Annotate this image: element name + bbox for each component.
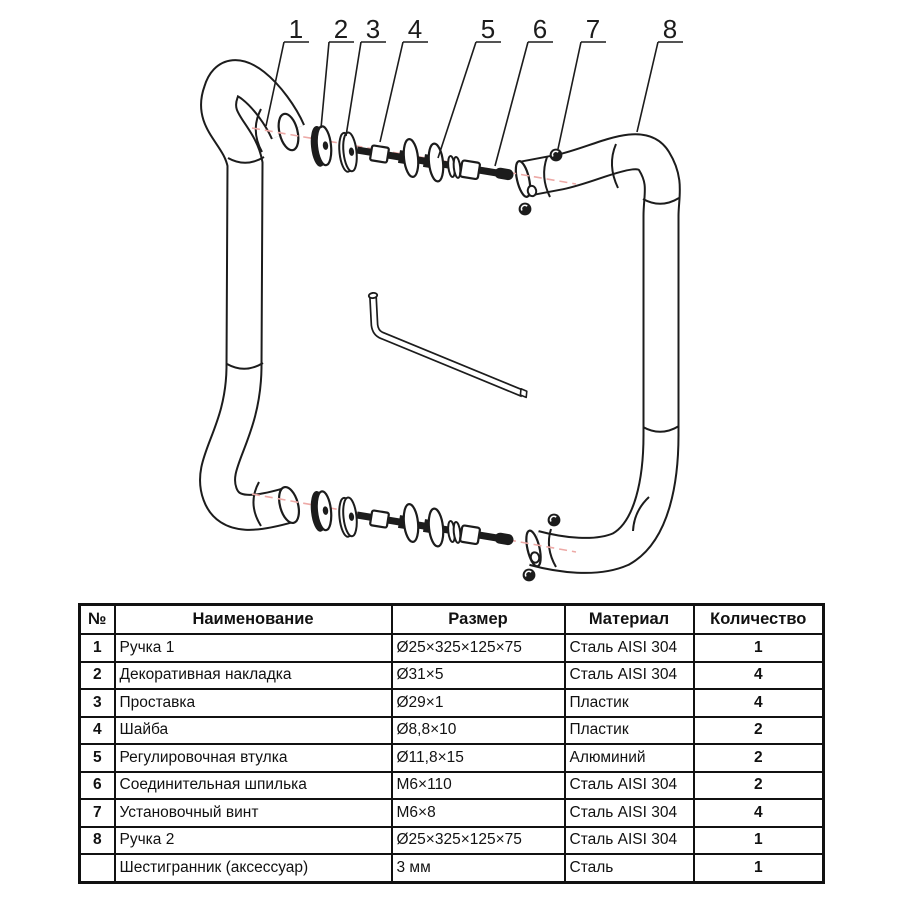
table-cell: 1 (694, 827, 824, 855)
col-header-name: Наименование (115, 605, 392, 635)
table-header-row (80, 605, 824, 635)
table-cell: 2 (80, 662, 115, 690)
callout-label: 8 (662, 14, 678, 44)
table-cell: 2 (694, 744, 824, 772)
hex-key (368, 292, 526, 397)
table-cell: Ø25×325×125×75 (392, 827, 565, 855)
callout-3 (346, 14, 386, 136)
table-cell: Сталь AISI 304 (565, 634, 694, 662)
table-cell: Ø11,8×15 (392, 744, 565, 772)
table-cell: Алюминий (565, 744, 694, 772)
table-cell: Сталь (565, 854, 694, 882)
table-cell: Ø25×325×125×75 (392, 634, 565, 662)
table-row (80, 744, 824, 772)
callout-label: 7 (585, 14, 601, 44)
parts-table-body (80, 634, 824, 882)
table-cell: 1 (694, 634, 824, 662)
table-row (80, 854, 824, 882)
set-screws (519, 149, 563, 582)
table-cell: 3 мм (392, 854, 565, 882)
table-cell: Шестигранник (аксессуар) (115, 854, 392, 882)
table-cell: Ручка 2 (115, 827, 392, 855)
table-row (80, 772, 824, 800)
table-cell: Установочный винт (115, 799, 392, 827)
right-handle (513, 144, 679, 568)
table-cell: 5 (80, 744, 115, 772)
table-cell: M6×110 (392, 772, 565, 800)
table-cell: Шайба (115, 717, 392, 745)
table-cell: 1 (80, 634, 115, 662)
callout-label: 1 (288, 14, 304, 44)
fastener-assembly-top (309, 125, 508, 182)
table-cell: 8 (80, 827, 115, 855)
callout-7 (558, 14, 606, 149)
table-cell: Сталь AISI 304 (565, 827, 694, 855)
table-cell: 2 (694, 717, 824, 745)
callout-5 (438, 14, 501, 158)
table-row (80, 634, 824, 662)
col-header-material: Материал (565, 605, 694, 635)
table-cell: 4 (694, 662, 824, 690)
set-screw-icon (548, 514, 561, 527)
col-header-num: № (80, 605, 115, 635)
table-cell: 4 (694, 799, 824, 827)
callout-4 (380, 14, 428, 142)
table-cell: Пластик (565, 689, 694, 717)
callout-8 (637, 14, 683, 132)
col-header-size: Размер (392, 605, 565, 635)
table-cell: M6×8 (392, 799, 565, 827)
table-cell: Ø8,8×10 (392, 717, 565, 745)
table-cell: Ø31×5 (392, 662, 565, 690)
col-header-quantity: Количество (694, 605, 824, 635)
table-row (80, 717, 824, 745)
set-screw-icon (550, 149, 563, 162)
table-cell: 4 (80, 717, 115, 745)
set-screw-icon (519, 203, 532, 216)
table-cell: Декоративная накладка (115, 662, 392, 690)
callout-label: 3 (365, 14, 381, 44)
table-cell: Ø29×1 (392, 689, 565, 717)
table-cell: Сталь AISI 304 (565, 772, 694, 800)
table-cell: 4 (694, 689, 824, 717)
fastener-assembly-bottom (309, 490, 508, 547)
table-cell: Проставка (115, 689, 392, 717)
callout-label: 4 (407, 14, 423, 44)
table-cell: Ручка 1 (115, 634, 392, 662)
table-row (80, 662, 824, 690)
left-handle (217, 78, 302, 526)
table-cell: 2 (694, 772, 824, 800)
table-cell: Регулировочная втулка (115, 744, 392, 772)
table-cell: 6 (80, 772, 115, 800)
table-cell: 3 (80, 689, 115, 717)
table-cell: 1 (694, 854, 824, 882)
set-screw-icon (523, 569, 536, 582)
table-cell: Сталь AISI 304 (565, 662, 694, 690)
callout-label: 5 (480, 14, 496, 44)
callout-label: 2 (333, 14, 349, 44)
table-cell (80, 854, 115, 882)
table-cell: Соединительная шпилька (115, 772, 392, 800)
table-cell: Пластик (565, 717, 694, 745)
table-cell: 7 (80, 799, 115, 827)
table-row (80, 827, 824, 855)
table-cell: Сталь AISI 304 (565, 799, 694, 827)
parts-table (78, 603, 825, 884)
callout-label: 6 (532, 14, 548, 44)
table-row (80, 689, 824, 717)
callout-2 (321, 14, 354, 128)
callout-6 (495, 14, 553, 166)
table-row (80, 799, 824, 827)
